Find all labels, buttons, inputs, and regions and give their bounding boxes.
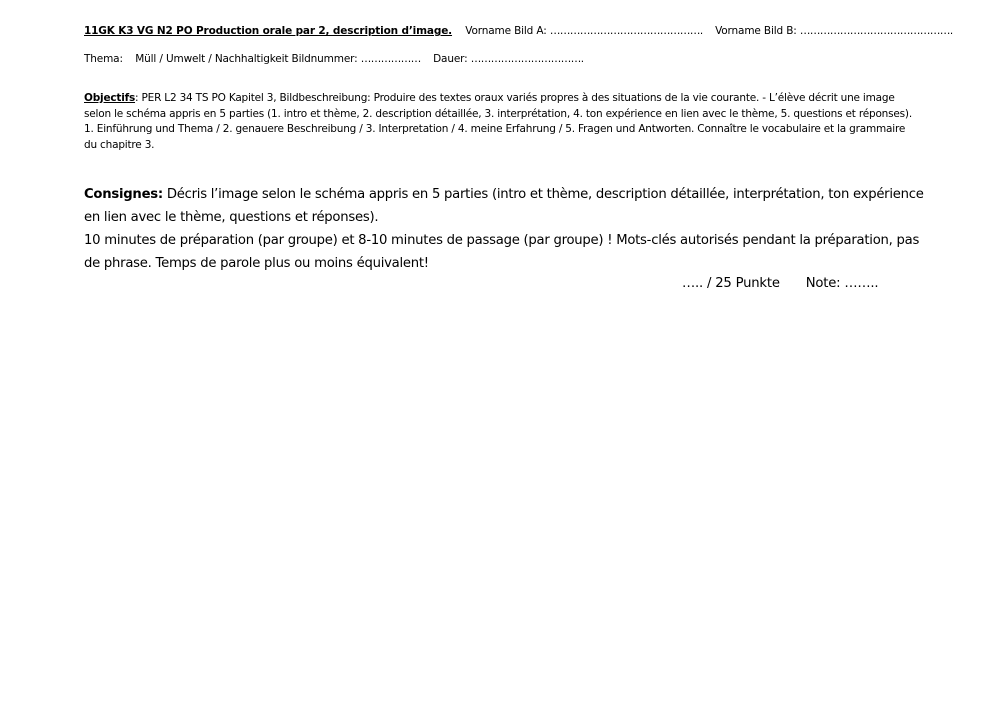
thema-line: [84, 53, 584, 65]
bildnummer-label: Bildnummer:: [291, 53, 358, 65]
dauer-label: Dauer:: [433, 53, 468, 65]
score-line: [682, 276, 878, 291]
objectifs-paragraph: [84, 91, 919, 153]
consignes-label: Consignes:: [84, 187, 163, 202]
consignes-text-2: 10 minutes de préparation (par groupe) et 8-10 minutes de passage (par groupe) ! Mots-clés autorisés pendant la préparation, pas de phrase. Temps de parole plus ou moins équivalent!: [84, 233, 920, 271]
consignes-paragraph: [84, 183, 924, 275]
objectifs-label: Objectifs: [84, 92, 136, 104]
header-line: [84, 25, 953, 37]
vorname-a-field: ……………………………………….: [549, 25, 703, 37]
dauer-field: …………………………….: [470, 53, 584, 65]
vorname-b-label: Vorname Bild B:: [715, 25, 797, 37]
thema-label: Thema:: [84, 53, 123, 65]
vorname-b-field: ……………………………………….: [799, 25, 953, 37]
punkte-field: ….. / 25 Punkte: [682, 276, 780, 291]
note-field: Note: ……..: [805, 276, 879, 291]
objectifs-text: : PER L2 34 TS PO Kapitel 3, Bildbeschreibung: Produire des textes oraux variés propres à des situations de la vie courante. - L’élève décrit une image selon le schéma appris en 5 parties (1. intro et thème, 2. description détaillée, 3. interprétation, 4. ton expérience en lien avec le thème, 5. questions et réponses). 1. Einführung und Thema / 2. genauere Beschreibung / 3. Interpretation / 4. meine Erfahrung / 5. Fragen und Antworten. Connaître le vocabulaire et la grammaire du chapitre 3.: [84, 92, 912, 151]
bildnummer-field: ………………: [360, 53, 421, 65]
vorname-a-label: Vorname Bild A:: [465, 25, 547, 37]
worksheet-title: 11GK K3 VG N2 PO Production orale par 2, description d’image.: [84, 25, 453, 37]
thema-value: Müll / Umwelt / Nachhaltigkeit: [135, 53, 289, 65]
consignes-text: Décris l’image selon le schéma appris en 5 parties (intro et thème, description détaillée, interprétation, ton expérience en lien avec le thème, questions et réponses).: [84, 187, 924, 225]
